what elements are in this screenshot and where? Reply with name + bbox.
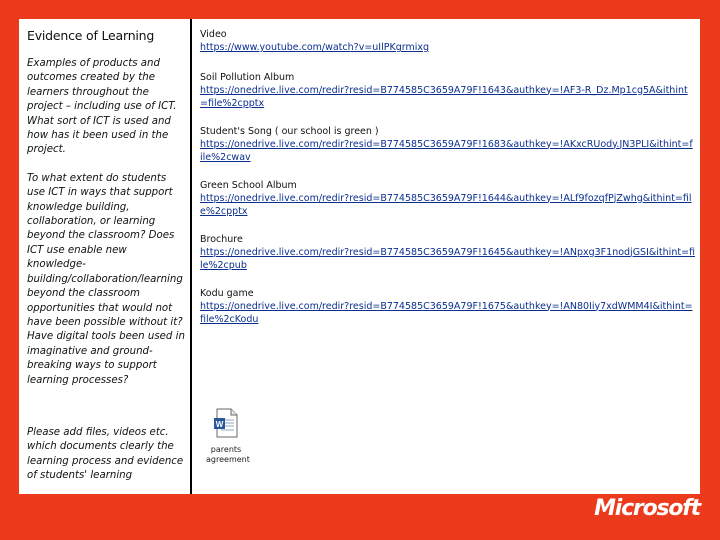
description-paragraph: Examples of products and outcomes created by the learners throughout the project – including use of ICT. What sort of ICT is used and how has it been used in the project. (27, 58, 177, 156)
item-link[interactable]: https://onedrive.live.com/redir?resid=B774585C3659A79F!1643&authkey=!AF3-R_Dz.Mp1cg5A&ithint=file%2cpptx (200, 84, 688, 109)
item-title: Brochure (200, 233, 243, 245)
section-title: Evidence of Learning (27, 28, 155, 43)
question-paragraph: To what extent do students use ICT in ways that support knowledge building, collaboration, or learning beyond the classroom? Does ICT use enable new knowledge-building/collaboration/learning beyond the classroom opportunities that would not have been possible without it? Have digital tools been used in imaginative and ground-breaking ways to support learning processes? (27, 172, 185, 386)
evidence-item-song (200, 125, 695, 165)
item-link[interactable]: https://onedrive.live.com/redir?resid=B774585C3659A79F!1644&authkey=!ALf9fozqfPjZwhg&ithint=file%2cpptx (200, 192, 692, 217)
evidence-item-video (200, 28, 695, 55)
microsoft-logo: Microsoft (594, 496, 700, 521)
item-title: Green School Album (200, 179, 297, 191)
instruction-paragraph: Please add files, videos etc. which documents clearly the learning process and evidence of students' learning (27, 426, 184, 482)
right-column (200, 28, 695, 327)
column-divider (190, 19, 192, 494)
item-link[interactable]: https://onedrive.live.com/redir?resid=B774585C3659A79F!1645&authkey=!ANpxg3F1nodjGSI&ithint=file%2cpub (200, 246, 696, 271)
attachment-label: parents agreement (206, 445, 250, 464)
item-link[interactable]: https://onedrive.live.com/redir?resid=B774585C3659A79F!1675&authkey=!AN80Iiy7xdWMM4I&ithint=file%2cKodu (200, 300, 693, 325)
left-column (27, 28, 187, 484)
svg-text:W: W (215, 420, 224, 429)
evidence-item-kodu (200, 287, 695, 327)
evidence-item-brochure (200, 233, 695, 273)
item-title: Student's Song ( our school is green ) (200, 125, 379, 137)
item-title: Kodu game (200, 287, 254, 299)
item-link[interactable]: https://onedrive.live.com/redir?resid=B774585C3659A79F!1683&authkey=!AKxcRUody.JN3PLI&ithint=file%2cwav (200, 138, 693, 163)
item-link[interactable]: https://www.youtube.com/watch?v=uIlPKgrmixg (200, 42, 430, 53)
evidence-item-green-album (200, 179, 695, 219)
content-panel (19, 19, 700, 494)
evidence-item-soil-album (200, 71, 695, 111)
attachment-parents-agreement[interactable] (206, 408, 250, 465)
word-document-icon (213, 408, 239, 438)
item-title: Video (200, 29, 227, 40)
item-title: Soil Pollution Album (200, 71, 295, 83)
